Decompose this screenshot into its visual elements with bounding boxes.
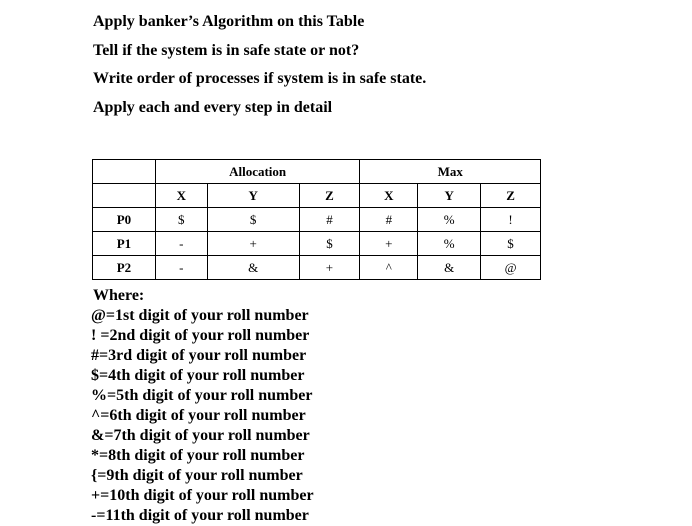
allocation-x-cell: - bbox=[155, 256, 207, 280]
legend-item: -=11th digit of your roll number bbox=[91, 507, 309, 524]
table-row bbox=[93, 232, 541, 256]
max-header: Max bbox=[360, 160, 541, 184]
instruction-line-2: Tell if the system is in safe state or not? bbox=[93, 42, 360, 59]
max-z-header: Z bbox=[481, 184, 541, 208]
max-y-cell: % bbox=[418, 232, 481, 256]
legend-item: {=9th digit of your roll number bbox=[91, 467, 303, 484]
process-name: P0 bbox=[93, 208, 156, 232]
max-z-cell: ! bbox=[481, 208, 541, 232]
table-row bbox=[93, 256, 541, 280]
legend-item: ! =2nd digit of your roll number bbox=[91, 327, 310, 344]
legend-item: $=4th digit of your roll number bbox=[91, 367, 305, 384]
allocation-y-header: Y bbox=[207, 184, 299, 208]
symbol-legend bbox=[91, 306, 314, 526]
max-x-cell: + bbox=[360, 232, 418, 256]
max-y-cell: & bbox=[418, 256, 481, 280]
allocation-z-header: Z bbox=[299, 184, 360, 208]
max-z-cell: $ bbox=[481, 232, 541, 256]
legend-item: ^=6th digit of your roll number bbox=[91, 407, 306, 424]
table-row bbox=[93, 208, 541, 232]
max-x-cell: ^ bbox=[360, 256, 418, 280]
allocation-y-cell: & bbox=[207, 256, 299, 280]
instruction-line-1: Apply banker’s Algorithm on this Table bbox=[93, 13, 365, 30]
allocation-y-cell: + bbox=[207, 232, 299, 256]
empty-corner-cell bbox=[93, 160, 156, 184]
max-x-header: X bbox=[360, 184, 418, 208]
max-y-header: Y bbox=[418, 184, 481, 208]
legend-item: +=10th digit of your roll number bbox=[91, 487, 314, 504]
legend-item: *=8th digit of your roll number bbox=[91, 447, 305, 464]
max-z-cell: @ bbox=[481, 256, 541, 280]
instruction-line-4: Apply each and every step in detail bbox=[93, 99, 333, 116]
allocation-z-cell: $ bbox=[299, 232, 360, 256]
allocation-x-cell: $ bbox=[155, 208, 207, 232]
table-group-header-row bbox=[93, 160, 541, 184]
allocation-z-cell: + bbox=[299, 256, 360, 280]
allocation-z-cell: # bbox=[299, 208, 360, 232]
empty-process-cell bbox=[93, 184, 156, 208]
legend-item: #=3rd digit of your roll number bbox=[91, 347, 307, 364]
table-sub-header-row bbox=[93, 184, 541, 208]
legend-item: &=7th digit of your roll number bbox=[91, 427, 310, 444]
allocation-y-cell: $ bbox=[207, 208, 299, 232]
allocation-x-header: X bbox=[155, 184, 207, 208]
max-x-cell: # bbox=[360, 208, 418, 232]
legend-item: @=1st digit of your roll number bbox=[91, 307, 309, 324]
process-name: P1 bbox=[93, 232, 156, 256]
bankers-table bbox=[92, 159, 541, 280]
legend-item: %=5th digit of your roll number bbox=[91, 387, 313, 404]
allocation-header: Allocation bbox=[155, 160, 360, 184]
where-label: Where: bbox=[93, 287, 145, 304]
instruction-line-3: Write order of processes if system is in safe state. bbox=[93, 70, 427, 87]
allocation-x-cell: - bbox=[155, 232, 207, 256]
max-y-cell: % bbox=[418, 208, 481, 232]
process-name: P2 bbox=[93, 256, 156, 280]
